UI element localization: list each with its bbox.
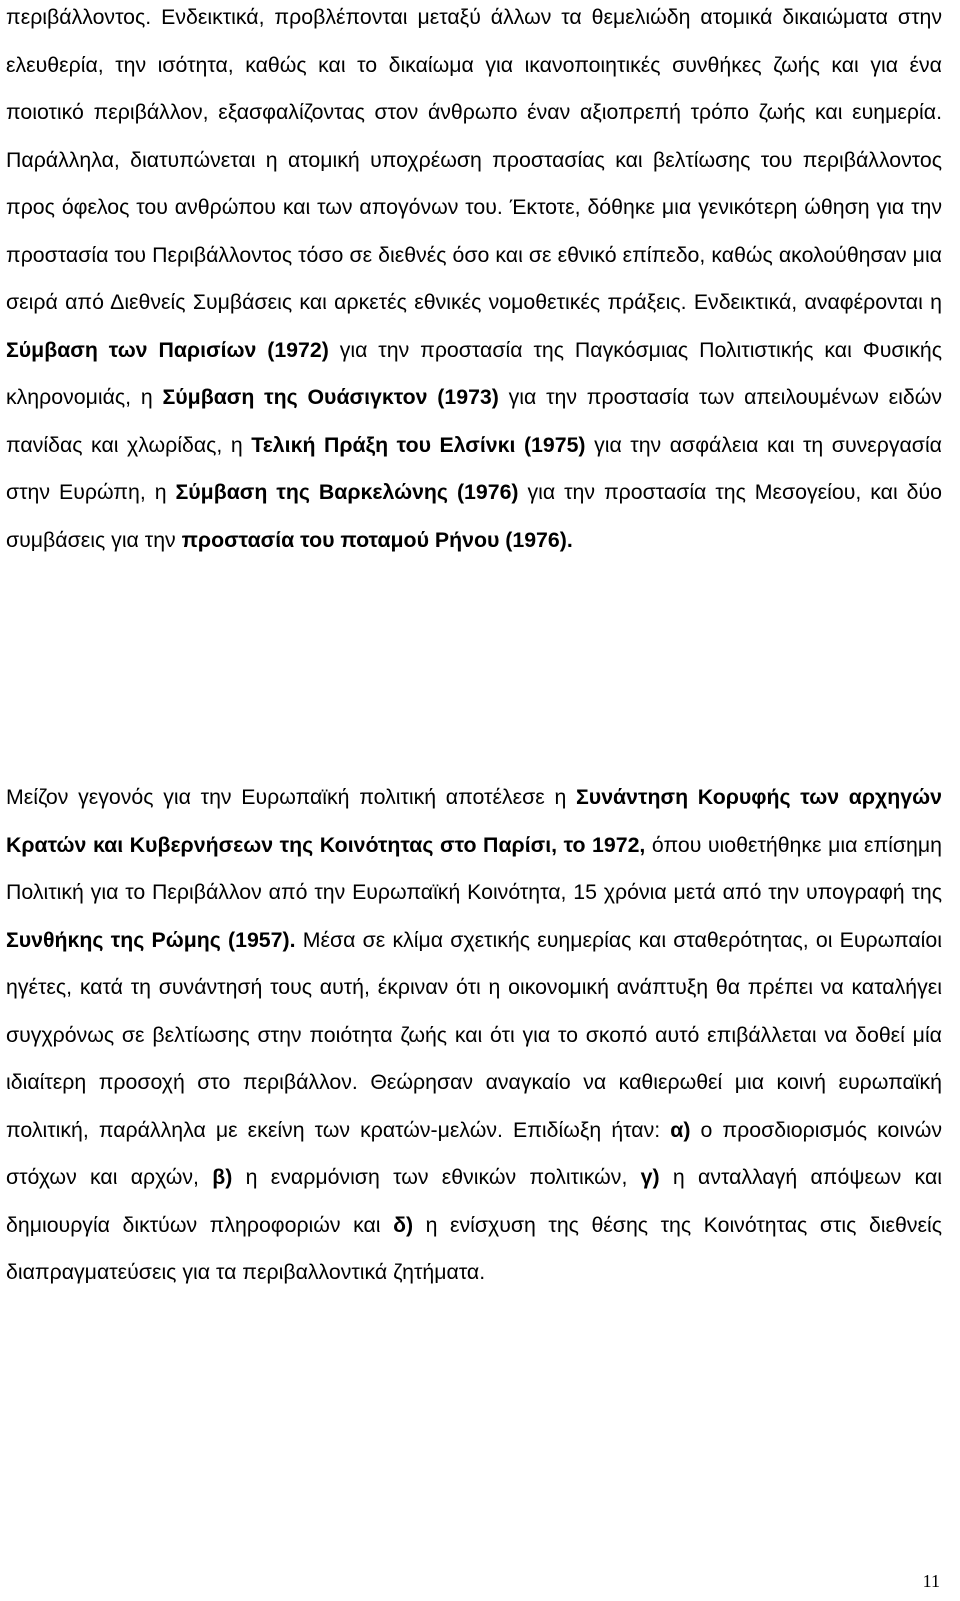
bold-text-run: Σύμβαση των Παρισίων (1972) xyxy=(6,337,329,362)
text-run: η ενίσχυση της θέσης της Κοινότητας στις διεθνείς διαπραγματεύσεις για τα περιβαλλοντικά ζητήματα. xyxy=(6,1212,943,1284)
text-run: η εναρμόνιση των εθνικών πολιτικών, xyxy=(232,1165,641,1189)
bold-text-run: Συνάντηση Κορυφής των αρχηγών Κρατών και Κυβερνήσεων της Κοινότητας στο Παρίσι, το 1972, xyxy=(6,785,942,857)
paragraph-paris-summit-1972 xyxy=(6,774,942,1297)
bold-text-run: α) xyxy=(670,1117,691,1142)
bold-text-run: προστασία του ποταμού Ρήνου (1976). xyxy=(181,527,573,552)
text-run: για την προστασία της Μεσογείου, και δύο συμβάσεις για την xyxy=(6,480,942,552)
bold-text-run: β) xyxy=(212,1165,233,1189)
bold-text-run: Τελική Πράξη του Ελσίνκι (1975) xyxy=(251,432,586,457)
bold-text-run: Συνθήκης της Ρώμης (1957). xyxy=(6,927,296,952)
text-run: περιβάλλοντος. Ενδεικτικά, προβλέπονται μεταξύ άλλων τα θεμελιώδη ατομικά δικαιώματα στην ελευθερία, την ισότητα, καθώς και το δικαίωμα για ικανοποιητικές συνθήκες ζωής και για ένα ποιοτικό περιβάλλον, εξασφαλίζοντας στον άνθρωπο έναν αξιοπρεπή τρόπο ζωής και ευημερία. Παράλληλα, διατυπώνεται η ατομική υποχρέωση προστασίας και βελτίωσης του περιβάλλοντος προς όφελος του ανθρώπου και των απογόνων του. Έκτοτε, δόθηκε μια γενικότερη ώθηση για την προστασία του Περιβάλλοντος τόσο σε διεθνές όσο και σε εθνικό επίπεδο, καθώς ακολούθησαν μια σειρά από Διεθνείς Συμβάσεις και αρκετές εθνικές νομοθετικές πράξεις. Ενδεικτικά, αναφέρονται η xyxy=(6,5,942,314)
page-number: 11 xyxy=(922,1571,940,1591)
text-run: για την προστασία των απειλουμένων ειδών πανίδας και χλωρίδας, η xyxy=(6,385,942,457)
text-run: για την προστασία της Παγκόσμιας Πολιτιστικής και Φυσικής κληρονομιάς, η xyxy=(6,337,942,409)
text-run: Μέσα σε κλίμα σχετικής ευημερίας και σταθερότητας, οι Ευρωπαίοι ηγέτες, κατά τη συνάντησή τους αυτή, έκριναν ότι η οικονομική ανάπτυξη θα πρέπει να καταλήγει συγχρόνως σε βελτίωσης στην ποιότητα ζωής και ότι για το σκοπό αυτό επιβάλλεται να δοθεί μία ιδιαίτερη προσοχή στο περιβάλλον. Θεώρησαν αναγκαίο να καθιερωθεί μια κοινή ευρωπαϊκή πολιτική, παράλληλα με εκείνη των κρατών-μελών. Επιδίωξη ήταν: xyxy=(6,927,942,1142)
bold-text-run: Σύμβαση της Ουάσιγκτον (1973) xyxy=(162,385,499,409)
text-run: η ανταλλαγή απόψεων και δημιουργία δικτύων πληροφοριών και xyxy=(6,1165,942,1237)
bold-text-run: Σύμβαση της Βαρκελώνης (1976) xyxy=(175,480,519,504)
paragraph-environmental-conventions xyxy=(6,0,942,564)
text-run: για την ασφάλεια και τη συνεργασία στην Ευρώπη, η xyxy=(6,432,942,504)
bold-text-run: γ) xyxy=(640,1165,660,1189)
bold-text-run: δ) xyxy=(393,1212,414,1237)
text-run: ο προσδιορισμός κοινών στόχων και αρχών, xyxy=(6,1117,942,1189)
text-run: Μείζον γεγονός για την Ευρωπαϊκή πολιτική αποτέλεσε η xyxy=(6,785,577,809)
text-run: όπου υιοθετήθηκε μια επίσημη Πολιτική για το Περιβάλλον από την Ευρωπαϊκή Κοινότητα, 15 χρόνια μετά από την υπογραφή της xyxy=(6,832,942,904)
